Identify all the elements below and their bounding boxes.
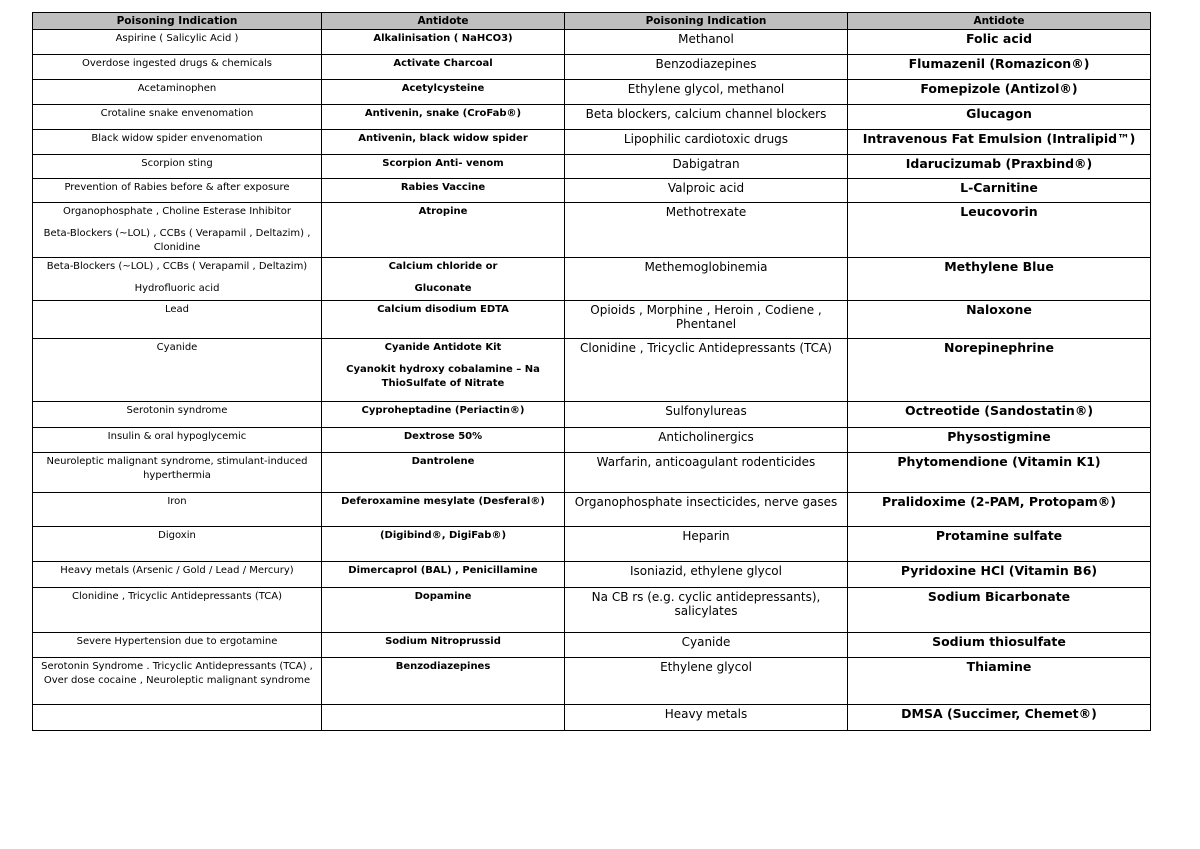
cell-text: Sodium Bicarbonate (927, 589, 1071, 604)
cell-text: Organophosphate insecticides, nerve gases (574, 495, 838, 509)
antidote-cell (848, 658, 1151, 705)
antidote-cell (848, 179, 1151, 203)
poisoning-indication-cell (565, 705, 848, 731)
poisoning-indication-cell (33, 453, 322, 493)
poisoning-indication-cell (565, 258, 848, 301)
cell-text: Aspirine ( Salicylic Acid ) (115, 33, 239, 44)
cell-text: Heparin (682, 529, 730, 543)
cell-text: Lipophilic cardiotoxic drugs (623, 132, 789, 146)
poisoning-indication-cell (33, 130, 322, 155)
poisoning-indication-cell (33, 55, 322, 80)
table-row (33, 80, 1151, 105)
cell-text: Dimercaprol (BAL) , Penicillamine (348, 565, 538, 576)
header-poisoning-indication: Poisoning Indication (565, 13, 848, 30)
table-row (33, 203, 1151, 258)
cell-text: Ethylene glycol, methanol (627, 82, 785, 96)
cell-text: Organophosphate , Choline Esterase Inhibitor (63, 206, 291, 217)
cell-text: Prevention of Rabies before & after exposure (64, 182, 290, 193)
table-header (33, 13, 1151, 30)
poisoning-indication-cell (565, 453, 848, 493)
antidote-cell (322, 30, 565, 55)
cell-text: Activate Charcoal (393, 58, 493, 69)
antidote-cell (848, 55, 1151, 80)
cell-text: Opioids , Morphine , Heroin , Codiene , Phentanel (590, 303, 822, 331)
table-row (33, 588, 1151, 633)
poisoning-indication-cell (565, 588, 848, 633)
antidote-cell (848, 562, 1151, 588)
cell-text: Fomepizole (Antizol®) (920, 81, 1078, 96)
poisoning-indication-cell (33, 80, 322, 105)
antidote-cell (322, 80, 565, 105)
cell-text: Overdose ingested drugs & chemicals (82, 58, 272, 69)
cell-text: Octreotide (Sandostatin®) (904, 403, 1094, 418)
poisoning-indication-cell (565, 105, 848, 130)
table-row (33, 527, 1151, 562)
cell-text: Iron (167, 496, 187, 507)
antidote-cell (322, 428, 565, 453)
cell-text: Cyanide Antidote Kit (384, 342, 502, 353)
antidote-cell (322, 402, 565, 428)
table-row (33, 258, 1151, 301)
poisoning-indication-cell (33, 258, 322, 301)
antidote-cell (322, 130, 565, 155)
table-row (33, 155, 1151, 179)
antidote-cell (848, 588, 1151, 633)
poisoning-indication-cell (565, 179, 848, 203)
antidote-cell (848, 453, 1151, 493)
cell-text: Clonidine , Tricyclic Antidepressants (TCA) (580, 341, 832, 355)
antidote-cell (322, 633, 565, 658)
cell-text: Antivenin, black widow spider (358, 133, 528, 144)
cell-text: Atropine (418, 206, 468, 217)
cell-text: Insulin & oral hypoglycemic (107, 431, 247, 442)
cell-text: Dopamine (414, 591, 472, 602)
table-row (33, 562, 1151, 588)
table-row (33, 339, 1151, 402)
poisoning-indication-cell (33, 658, 322, 705)
cell-text: Scorpion sting (141, 158, 213, 169)
header-antidote: Antidote (322, 13, 565, 30)
antidote-cell (322, 55, 565, 80)
poisoning-indication-cell (565, 203, 848, 258)
antidote-cell (848, 203, 1151, 258)
cell-text: Warfarin, anticoagulant rodenticides (596, 455, 816, 469)
poisoning-indication-cell (33, 633, 322, 658)
cell-text: Sodium Nitroprussid (385, 636, 501, 647)
cell-text: Idarucizumab (Praxbind®) (905, 156, 1093, 171)
antidote-cell (848, 527, 1151, 562)
antidote-cell (322, 588, 565, 633)
table-row (33, 130, 1151, 155)
poisoning-indication-cell (565, 30, 848, 55)
cell-text: Phytomendione (Vitamin K1) (897, 454, 1101, 469)
cell-text: Crotaline snake envenomation (100, 108, 254, 119)
table-row (33, 453, 1151, 493)
antidote-cell (322, 301, 565, 339)
cell-text: Methemoglobinemia (644, 260, 768, 274)
cell-text: Benzodiazepines (655, 57, 757, 71)
cell-text: Gluconate (414, 283, 472, 294)
cell-text: Dabigatran (672, 157, 740, 171)
cell-text: (Digibind®, DigiFab®) (379, 530, 507, 541)
poisoning-indication-cell (565, 339, 848, 402)
antidote-cell (322, 105, 565, 130)
cell-text: Methanol (678, 32, 734, 46)
cell-text: Severe Hypertension due to ergotamine (76, 636, 278, 647)
antidote-cell (322, 562, 565, 588)
antidote-cell (848, 428, 1151, 453)
cell-text: Methotrexate (665, 205, 747, 219)
cell-text: Cyanokit hydroxy cobalamine – Na ThioSulfate of Nitrate (346, 364, 540, 389)
poisoning-indication-cell (33, 30, 322, 55)
header-row (33, 13, 1151, 30)
cell-text: Beta-Blockers (~LOL) , CCBs ( Verapamil , Deltazim) , Clonidine (43, 228, 311, 253)
cell-text: Rabies Vaccine (400, 182, 486, 193)
cell-text: Anticholinergics (658, 430, 754, 444)
cell-text: Antivenin, snake (CroFab®) (364, 108, 522, 119)
antidote-cell (322, 705, 565, 731)
cell-text: Hydrofluoric acid (134, 283, 220, 294)
antidote-cell (322, 493, 565, 527)
cell-text: DMSA (Succimer, Chemet®) (901, 706, 1097, 721)
poisoning-indication-cell (33, 203, 322, 258)
poisoning-indication-cell (565, 527, 848, 562)
poisoning-indication-cell (33, 155, 322, 179)
poisoning-indication-cell (565, 658, 848, 705)
antidote-cell (322, 179, 565, 203)
poisoning-indication-cell (33, 588, 322, 633)
antidote-cell (322, 339, 565, 402)
cell-text: Black widow spider envenomation (91, 133, 263, 144)
cell-text: Glucagon (966, 106, 1032, 121)
cell-text: Calcium chloride or (388, 261, 498, 272)
poisoning-indication-cell (565, 55, 848, 80)
antidote-cell (848, 339, 1151, 402)
table-row (33, 55, 1151, 80)
cell-text: L-Carnitine (960, 180, 1038, 195)
table-row (33, 493, 1151, 527)
cell-text: Benzodiazepines (395, 661, 491, 672)
cell-text: Beta blockers, calcium channel blockers (585, 107, 827, 121)
cell-text: Pyridoxine HCl (Vitamin B6) (900, 563, 1098, 578)
antidote-cell (322, 155, 565, 179)
cell-text: Thiamine (966, 659, 1032, 674)
antidote-cell (322, 203, 565, 258)
cell-text: Sodium thiosulfate (932, 634, 1066, 649)
poisoning-indication-cell (565, 301, 848, 339)
cell-text: Clonidine , Tricyclic Antidepressants (TCA) (72, 591, 282, 602)
poisoning-indication-cell (565, 402, 848, 428)
poisoning-indication-cell (33, 428, 322, 453)
header-poisoning-indication: Poisoning Indication (33, 13, 322, 30)
antidote-cell (848, 705, 1151, 731)
poisoning-indication-cell (565, 633, 848, 658)
cell-text: Acetaminophen (137, 83, 217, 94)
antidote-cell (848, 258, 1151, 301)
cell-text: Isoniazid, ethylene glycol (630, 564, 782, 578)
cell-text: Sulfonylureas (665, 404, 747, 418)
poisoning-indication-cell (33, 562, 322, 588)
cell-text: Heavy metals (664, 707, 748, 721)
poisoning-indication-cell (33, 493, 322, 527)
cell-text: Lead (164, 304, 190, 315)
cell-text: Ethylene glycol (660, 660, 752, 674)
cell-text: Intravenous Fat Emulsion (Intralipid™) (862, 131, 1136, 146)
antidote-cell (322, 658, 565, 705)
cell-text: Dantrolene (411, 456, 475, 467)
table-row (33, 402, 1151, 428)
poisoning-indication-cell (565, 562, 848, 588)
cell-text: Methylene Blue (944, 259, 1054, 274)
poisoning-indication-cell (33, 339, 322, 402)
cell-text: Alkalinisation ( NaHCO3) (373, 33, 513, 44)
antidote-cell (848, 493, 1151, 527)
table-row (33, 301, 1151, 339)
poisoning-indication-cell (565, 80, 848, 105)
cell-text: Leucovorin (960, 204, 1038, 219)
poisoning-indication-cell (565, 428, 848, 453)
table-row (33, 105, 1151, 130)
table-row (33, 30, 1151, 55)
cell-text: Dextrose 50% (403, 431, 483, 442)
antidote-cell (848, 80, 1151, 105)
cell-text: Serotonin Syndrome . Tricyclic Antidepressants (TCA) , Over dose cocaine , Neuroleptic malignant syndrome (41, 661, 313, 686)
antidote-cell (848, 30, 1151, 55)
poisoning-indication-cell (565, 493, 848, 527)
antidote-cell (848, 130, 1151, 155)
antidote-table (32, 12, 1151, 731)
poisoning-indication-cell (33, 705, 322, 731)
cell-text: Calcium disodium EDTA (377, 304, 509, 315)
cell-text: Pralidoxime (2-PAM, Protopam®) (882, 494, 1116, 509)
cell-text: Cyanide (156, 342, 198, 353)
table-body (33, 30, 1151, 731)
cell-text: Neuroleptic malignant syndrome, stimulant-induced hyperthermia (46, 456, 308, 481)
cell-text: Na CB rs (e.g. cyclic antidepressants), salicylates (591, 590, 821, 618)
cell-text: Protamine sulfate (935, 528, 1063, 543)
antidote-cell (848, 105, 1151, 130)
poisoning-indication-cell (33, 179, 322, 203)
poisoning-indication-cell (565, 130, 848, 155)
antidote-cell (322, 453, 565, 493)
cell-text: Beta-Blockers (~LOL) , CCBs ( Verapamil , Deltazim) (46, 261, 308, 272)
cell-text: Heavy metals (Arsenic / Gold / Lead / Mercury) (60, 565, 294, 576)
antidote-cell (848, 633, 1151, 658)
cell-text: Cyanide (681, 635, 731, 649)
table-row (33, 179, 1151, 203)
header-antidote: Antidote (848, 13, 1151, 30)
cell-text: Serotonin syndrome (126, 405, 228, 416)
table-row (33, 658, 1151, 705)
table-row (33, 705, 1151, 731)
poisoning-indication-cell (565, 155, 848, 179)
antidote-cell (848, 301, 1151, 339)
antidote-cell (848, 402, 1151, 428)
table-row (33, 428, 1151, 453)
cell-text: Valproic acid (667, 181, 745, 195)
table-row (33, 633, 1151, 658)
cell-text: Physostigmine (947, 429, 1051, 444)
cell-text: Acetylcysteine (401, 83, 485, 94)
antidote-cell (322, 527, 565, 562)
poisoning-indication-cell (33, 301, 322, 339)
cell-text: Norepinephrine (944, 340, 1054, 355)
antidote-cell (848, 155, 1151, 179)
cell-text: Digoxin (158, 530, 196, 541)
poisoning-indication-cell (33, 105, 322, 130)
cell-text: Flumazenil (Romazicon®) (908, 56, 1090, 71)
cell-text: Cyproheptadine (Periactin®) (361, 405, 525, 416)
poisoning-indication-cell (33, 402, 322, 428)
cell-text: Deferoxamine mesylate (Desferal®) (341, 496, 545, 507)
cell-text: Naloxone (966, 302, 1032, 317)
poisoning-indication-cell (33, 527, 322, 562)
cell-text: Scorpion Anti- venom (382, 158, 504, 169)
cell-text: Folic acid (965, 31, 1033, 46)
antidote-cell (322, 258, 565, 301)
